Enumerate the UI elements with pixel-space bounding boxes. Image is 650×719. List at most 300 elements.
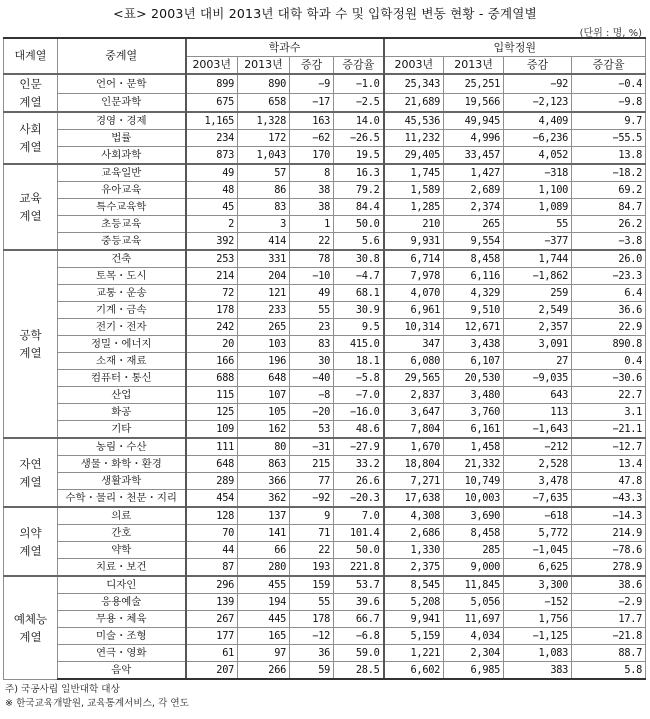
dept-rate-cell: 5.6 [334,233,384,251]
adm-2003-cell: 4,070 [384,285,444,302]
dept-2003-cell: 899 [186,74,238,93]
adm-rate-cell: 22.9 [572,319,646,336]
table-row [4,130,646,147]
dept-2003-cell: 109 [186,421,238,439]
dept-2003-cell: 125 [186,404,238,421]
dept-change-cell: 55 [290,302,334,319]
dept-2003-cell: 115 [186,387,238,404]
dept-2003-cell: 128 [186,507,238,525]
dept-rate-cell: 53.7 [334,576,384,594]
table-row [4,576,646,594]
adm-2003-cell: 1,589 [384,182,444,199]
dept-change-cell: 163 [290,112,334,130]
adm-change-cell: 1,756 [504,611,572,628]
dept-2013-cell: 121 [238,285,290,302]
dept-2003-cell: 454 [186,490,238,508]
dept-2013-cell: 648 [238,370,290,387]
adm-2013-cell: 3,690 [444,507,504,525]
dept-rate-cell: 59.0 [334,645,384,662]
minor-category-cell: 교육일반 [58,164,186,182]
adm-2013-cell: 265 [444,216,504,233]
minor-category-cell: 응용예술 [58,594,186,611]
adm-change-cell: −1,862 [504,268,572,285]
dept-2013-cell: 280 [238,559,290,577]
dept-2013-cell: 414 [238,233,290,251]
adm-2003-cell: 25,343 [384,74,444,93]
dept-2013-cell: 1,043 [238,147,290,165]
adm-2013-cell: 2,304 [444,645,504,662]
adm-2003-cell: 1,670 [384,438,444,456]
table-row [4,404,646,421]
dept-rate-cell: −16.0 [334,404,384,421]
dept-change-cell: 215 [290,456,334,473]
dept-2003-cell: 296 [186,576,238,594]
minor-category-cell: 사회과학 [58,147,186,165]
dept-2013-cell: 233 [238,302,290,319]
dept-2003-cell: 48 [186,182,238,199]
minor-category-cell: 토목・도시 [58,268,186,285]
dept-2003-cell: 1,165 [186,112,238,130]
minor-category-cell: 약학 [58,542,186,559]
header-adm-2003: 2003년 [384,57,444,75]
adm-2003-cell: 17,638 [384,490,444,508]
dept-rate-cell: 30.9 [334,302,384,319]
table-row [4,182,646,199]
dept-2013-cell: 863 [238,456,290,473]
dept-2013-cell: 107 [238,387,290,404]
dept-2013-cell: 194 [238,594,290,611]
adm-2003-cell: 7,804 [384,421,444,439]
dept-2013-cell: 172 [238,130,290,147]
dept-change-cell: 59 [290,662,334,680]
dept-2013-cell: 366 [238,473,290,490]
table-row [4,490,646,508]
adm-rate-cell: −21.1 [572,421,646,439]
adm-change-cell: 113 [504,404,572,421]
dept-rate-cell: 7.0 [334,507,384,525]
adm-change-cell: −1,125 [504,628,572,645]
table-row [4,353,646,370]
adm-2013-cell: 285 [444,542,504,559]
adm-2013-cell: 21,332 [444,456,504,473]
dept-2013-cell: 103 [238,336,290,353]
table-row [4,199,646,216]
table-row [4,370,646,387]
dept-2003-cell: 49 [186,164,238,182]
minor-category-cell: 미술・조형 [58,628,186,645]
dept-rate-cell: 221.8 [334,559,384,577]
dept-rate-cell: 14.0 [334,112,384,130]
major-category-cell: 자연 계열 [4,438,58,507]
adm-rate-cell: −3.8 [572,233,646,251]
dept-2003-cell: 214 [186,268,238,285]
dept-2003-cell: 61 [186,645,238,662]
dept-rate-cell: 28.5 [334,662,384,680]
adm-2013-cell: 2,374 [444,199,504,216]
table-row [4,559,646,577]
adm-2013-cell: 20,530 [444,370,504,387]
adm-change-cell: 2,357 [504,319,572,336]
dept-2013-cell: 3 [238,216,290,233]
minor-category-cell: 경영・경제 [58,112,186,130]
dept-2013-cell: 66 [238,542,290,559]
adm-rate-cell: −12.7 [572,438,646,456]
adm-2003-cell: 18,804 [384,456,444,473]
adm-rate-cell: 22.7 [572,387,646,404]
adm-2003-cell: 7,271 [384,473,444,490]
dept-rate-cell: 16.3 [334,164,384,182]
table-row [4,507,646,525]
adm-rate-cell: −78.6 [572,542,646,559]
dept-2013-cell: 1,328 [238,112,290,130]
table-row [4,421,646,439]
dept-2003-cell: 178 [186,302,238,319]
minor-category-cell: 정밀・에너지 [58,336,186,353]
dept-rate-cell: −1.0 [334,74,384,93]
adm-2013-cell: 1,427 [444,164,504,182]
table-row [4,302,646,319]
adm-2013-cell: 4,034 [444,628,504,645]
dept-change-cell: 170 [290,147,334,165]
table-body [4,74,646,679]
adm-change-cell: 1,100 [504,182,572,199]
minor-category-cell: 소재・재료 [58,353,186,370]
dept-change-cell: 53 [290,421,334,439]
table-title: <표> 2003년 대비 2013년 대학 학과 수 및 입학정원 변동 현황 - 중계열별 [113,6,537,21]
dept-change-cell: 1 [290,216,334,233]
adm-2013-cell: 10,749 [444,473,504,490]
adm-2013-cell: 8,458 [444,525,504,542]
adm-rate-cell: −30.6 [572,370,646,387]
adm-change-cell: 3,478 [504,473,572,490]
adm-2003-cell: 11,232 [384,130,444,147]
adm-2003-cell: 1,745 [384,164,444,182]
dept-2013-cell: 83 [238,199,290,216]
table-row [4,662,646,680]
dept-2003-cell: 2 [186,216,238,233]
adm-2013-cell: 33,457 [444,147,504,165]
adm-2013-cell: 1,458 [444,438,504,456]
adm-rate-cell: 88.7 [572,645,646,662]
adm-2003-cell: 9,931 [384,233,444,251]
adm-2013-cell: 5,056 [444,594,504,611]
adm-2003-cell: 1,330 [384,542,444,559]
adm-2013-cell: 6,161 [444,421,504,439]
adm-2013-cell: 6,985 [444,662,504,680]
footnote-source: ※ 한국교육개발원, 교육통계서비스, 각 연도 [5,698,189,709]
adm-change-cell: −92 [504,74,572,93]
dept-change-cell: −62 [290,130,334,147]
dept-2013-cell: 86 [238,182,290,199]
adm-change-cell: −9,035 [504,370,572,387]
adm-rate-cell: −0.4 [572,74,646,93]
header-admission: 입학정원 [384,38,646,57]
dept-2003-cell: 253 [186,250,238,268]
adm-change-cell: 259 [504,285,572,302]
adm-2003-cell: 2,837 [384,387,444,404]
adm-2013-cell: 9,554 [444,233,504,251]
adm-2003-cell: 2,686 [384,525,444,542]
adm-2013-cell: 6,107 [444,353,504,370]
table-row [4,525,646,542]
header-adm-rate: 증감율 [572,57,646,75]
dept-rate-cell: 68.1 [334,285,384,302]
adm-2013-cell: 6,116 [444,268,504,285]
adm-rate-cell: 26.0 [572,250,646,268]
adm-2003-cell: 6,080 [384,353,444,370]
adm-2003-cell: 6,714 [384,250,444,268]
dept-change-cell: −17 [290,93,334,112]
dept-rate-cell: −5.8 [334,370,384,387]
adm-change-cell: 643 [504,387,572,404]
adm-2013-cell: 19,566 [444,93,504,112]
adm-rate-cell: −55.5 [572,130,646,147]
adm-change-cell: 2,528 [504,456,572,473]
dept-2013-cell: 455 [238,576,290,594]
table-row [4,147,646,165]
major-category-cell: 예체능 계열 [4,576,58,679]
dept-2013-cell: 658 [238,93,290,112]
dept-change-cell: −20 [290,404,334,421]
dept-2013-cell: 105 [238,404,290,421]
table-row [4,319,646,336]
table-row [4,645,646,662]
dept-2013-cell: 331 [238,250,290,268]
dept-2013-cell: 362 [238,490,290,508]
minor-category-cell: 농림・수산 [58,438,186,456]
dept-rate-cell: 39.6 [334,594,384,611]
dept-change-cell: −92 [290,490,334,508]
adm-rate-cell: 6.4 [572,285,646,302]
dept-2003-cell: 234 [186,130,238,147]
table-row [4,473,646,490]
statistics-table [3,37,646,680]
adm-change-cell: 55 [504,216,572,233]
footnote-scope: 주) 국공사립 일반대학 대상 [5,684,120,695]
adm-2003-cell: 5,159 [384,628,444,645]
adm-rate-cell: 47.8 [572,473,646,490]
adm-2013-cell: 25,251 [444,74,504,93]
dept-rate-cell: −2.5 [334,93,384,112]
adm-rate-cell: −18.2 [572,164,646,182]
dept-2003-cell: 267 [186,611,238,628]
minor-category-cell: 유아교육 [58,182,186,199]
header-minor: 중계열 [58,38,186,74]
adm-change-cell: −377 [504,233,572,251]
dept-2003-cell: 873 [186,147,238,165]
minor-category-cell: 생물・화학・환경 [58,456,186,473]
adm-2003-cell: 7,978 [384,268,444,285]
dept-2013-cell: 196 [238,353,290,370]
minor-category-cell: 건축 [58,250,186,268]
adm-2003-cell: 45,536 [384,112,444,130]
adm-2013-cell: 10,003 [444,490,504,508]
adm-change-cell: 1,744 [504,250,572,268]
adm-2003-cell: 2,375 [384,559,444,577]
table-row [4,628,646,645]
dept-2003-cell: 177 [186,628,238,645]
dept-rate-cell: 9.5 [334,319,384,336]
adm-change-cell: 1,083 [504,645,572,662]
minor-category-cell: 의료 [58,507,186,525]
dept-rate-cell: −7.0 [334,387,384,404]
major-category-cell: 교육 계열 [4,164,58,250]
adm-change-cell: 2,549 [504,302,572,319]
dept-change-cell: 55 [290,594,334,611]
dept-rate-cell: 84.4 [334,199,384,216]
dept-change-cell: −10 [290,268,334,285]
table-row [4,387,646,404]
minor-category-cell: 연극・영화 [58,645,186,662]
dept-change-cell: 38 [290,182,334,199]
dept-rate-cell: 48.6 [334,421,384,439]
adm-2003-cell: 210 [384,216,444,233]
dept-change-cell: 38 [290,199,334,216]
adm-rate-cell: 13.8 [572,147,646,165]
minor-category-cell: 언어・문학 [58,74,186,93]
adm-rate-cell: 36.6 [572,302,646,319]
minor-category-cell: 초등교육 [58,216,186,233]
adm-2003-cell: 5,208 [384,594,444,611]
table-row [4,594,646,611]
header-adm-2013: 2013년 [444,57,504,75]
adm-change-cell: 1,089 [504,199,572,216]
minor-category-cell: 수학・물리・천문・지리 [58,490,186,508]
dept-change-cell: −40 [290,370,334,387]
dept-change-cell: 78 [290,250,334,268]
dept-2003-cell: 688 [186,370,238,387]
dept-change-cell: −31 [290,438,334,456]
unit-note: (단위 : 명, %) [579,28,642,39]
adm-2003-cell: 347 [384,336,444,353]
adm-2003-cell: 6,602 [384,662,444,680]
adm-2013-cell: 4,329 [444,285,504,302]
table-row [4,233,646,251]
adm-change-cell: 5,772 [504,525,572,542]
adm-change-cell: −7,635 [504,490,572,508]
header-dept-rate: 증감율 [334,57,384,75]
dept-change-cell: 83 [290,336,334,353]
adm-rate-cell: 26.2 [572,216,646,233]
dept-rate-cell: −20.3 [334,490,384,508]
dept-rate-cell: 50.0 [334,542,384,559]
adm-rate-cell: 84.7 [572,199,646,216]
dept-rate-cell: 415.0 [334,336,384,353]
table-row [4,336,646,353]
dept-change-cell: 9 [290,507,334,525]
dept-rate-cell: −6.8 [334,628,384,645]
adm-2003-cell: 1,221 [384,645,444,662]
adm-2013-cell: 2,689 [444,182,504,199]
dept-change-cell: 22 [290,233,334,251]
adm-2003-cell: 3,647 [384,404,444,421]
adm-2013-cell: 12,671 [444,319,504,336]
dept-2003-cell: 166 [186,353,238,370]
header-dept-count: 학과수 [186,38,384,57]
minor-category-cell: 기타 [58,421,186,439]
adm-2003-cell: 21,689 [384,93,444,112]
dept-change-cell: 8 [290,164,334,182]
adm-rate-cell: −21.8 [572,628,646,645]
dept-rate-cell: 101.4 [334,525,384,542]
dept-2013-cell: 141 [238,525,290,542]
minor-category-cell: 디자인 [58,576,186,594]
adm-2013-cell: 11,845 [444,576,504,594]
minor-category-cell: 특수교육학 [58,199,186,216]
minor-category-cell: 치료・보건 [58,559,186,577]
adm-change-cell: 27 [504,353,572,370]
dept-2013-cell: 265 [238,319,290,336]
table-row [4,250,646,268]
dept-2003-cell: 675 [186,93,238,112]
dept-change-cell: −9 [290,74,334,93]
dept-change-cell: 71 [290,525,334,542]
dept-2003-cell: 70 [186,525,238,542]
major-category-cell: 공학 계열 [4,250,58,438]
adm-change-cell: 6,625 [504,559,572,577]
adm-2013-cell: 8,458 [444,250,504,268]
dept-2003-cell: 207 [186,662,238,680]
adm-2003-cell: 4,308 [384,507,444,525]
adm-2013-cell: 4,996 [444,130,504,147]
dept-rate-cell: 30.8 [334,250,384,268]
major-category-cell: 의약 계열 [4,507,58,576]
dept-2003-cell: 392 [186,233,238,251]
dept-2003-cell: 87 [186,559,238,577]
dept-2003-cell: 289 [186,473,238,490]
header-major: 대계열 [4,38,58,74]
adm-rate-cell: 278.9 [572,559,646,577]
adm-2013-cell: 9,000 [444,559,504,577]
table-row [4,456,646,473]
adm-rate-cell: 13.4 [572,456,646,473]
dept-change-cell: 36 [290,645,334,662]
minor-category-cell: 전기・전자 [58,319,186,336]
dept-change-cell: 178 [290,611,334,628]
table-row [4,164,646,182]
minor-category-cell: 인문과학 [58,93,186,112]
dept-2013-cell: 80 [238,438,290,456]
dept-2013-cell: 165 [238,628,290,645]
minor-category-cell: 무용・체육 [58,611,186,628]
dept-2013-cell: 57 [238,164,290,182]
minor-category-cell: 중등교육 [58,233,186,251]
table-row [4,112,646,130]
dept-2003-cell: 45 [186,199,238,216]
adm-rate-cell: −9.8 [572,93,646,112]
minor-category-cell: 화공 [58,404,186,421]
adm-change-cell: −1,643 [504,421,572,439]
adm-rate-cell: −2.9 [572,594,646,611]
dept-change-cell: 159 [290,576,334,594]
adm-rate-cell: 9.7 [572,112,646,130]
dept-2013-cell: 137 [238,507,290,525]
dept-change-cell: 77 [290,473,334,490]
header-dept-2003: 2003년 [186,57,238,75]
adm-2003-cell: 6,961 [384,302,444,319]
table-row [4,542,646,559]
adm-change-cell: −618 [504,507,572,525]
minor-category-cell: 생활과학 [58,473,186,490]
dept-change-cell: −8 [290,387,334,404]
table-row [4,268,646,285]
adm-2003-cell: 29,565 [384,370,444,387]
table-header [4,38,646,74]
dept-2003-cell: 139 [186,594,238,611]
table-row [4,74,646,93]
dept-rate-cell: −4.7 [334,268,384,285]
minor-category-cell: 법률 [58,130,186,147]
